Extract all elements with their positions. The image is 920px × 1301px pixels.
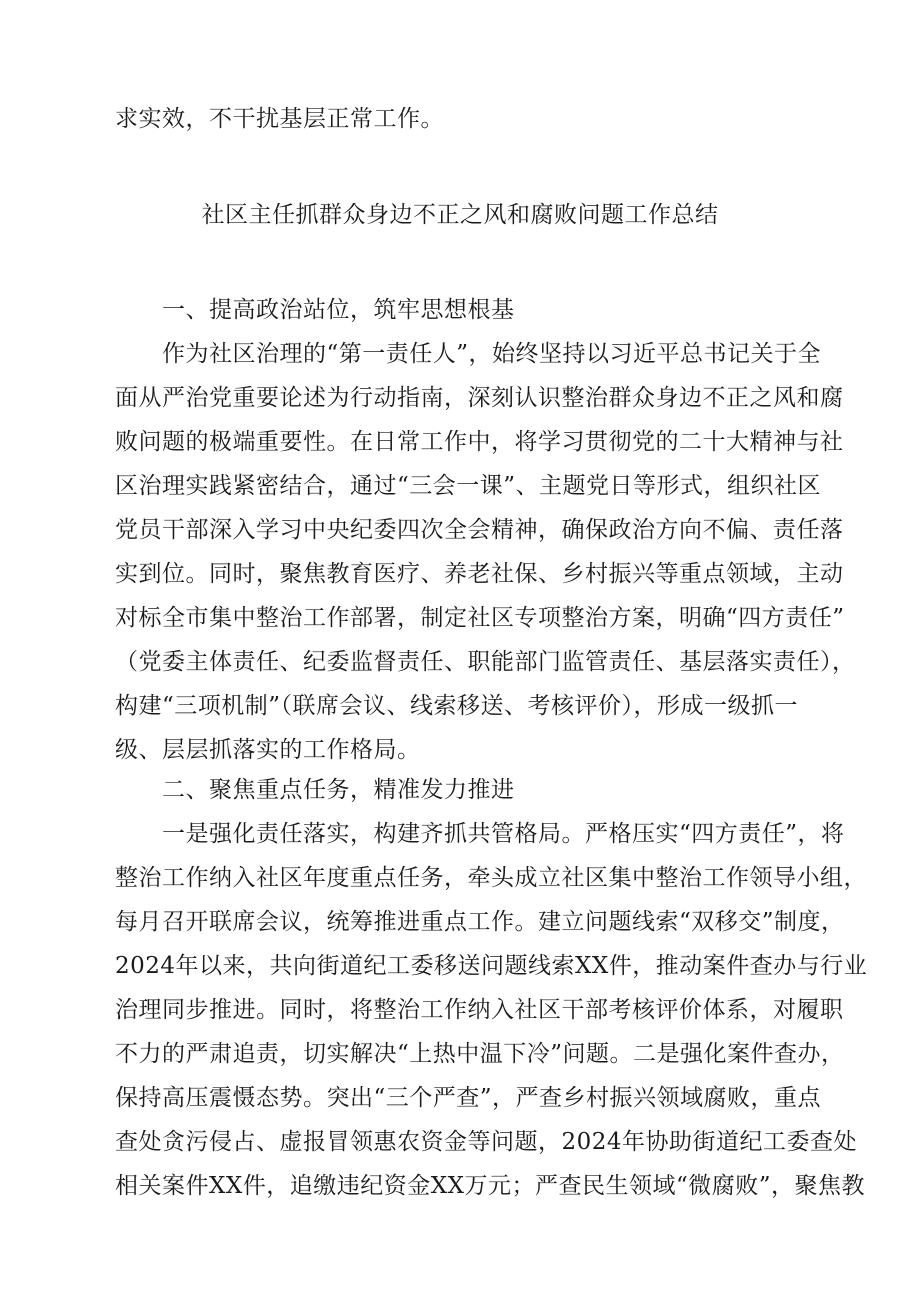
section-1-line: 党员干部深入学习中央纪委四次全会精神，确保政治方向不偏、责任落 <box>115 517 844 543</box>
continuation-text: 求实效，不干扰基层正常工作。 <box>115 106 444 132</box>
section-2-line: 保持高压震慑态势。突出“三个严查”，严查乡村振兴领域腐败，重点 <box>115 1085 822 1111</box>
section-2-line: 整治工作纳入社区年度重点任务，牵头成立社区集中整治工作领导小组， <box>115 865 867 891</box>
section-2-line: 每月召开联席会议，统筹推进重点工作。建立问题线索“双移交”制度， <box>115 909 845 935</box>
section-1-line: （党委主体责任、纪委监督责任、职能部门监管责任、基层落实责任）， <box>115 649 856 675</box>
section-2-line: 不力的严肃追责，切实解决“上热中温下冷”问题。二是强化案件查办， <box>115 1041 845 1067</box>
section-1-line: 败问题的极端重要性。在日常工作中，将学习贯彻党的二十大精神与社 <box>115 429 844 455</box>
document-title: 社区主任抓群众身边不正之风和腐败问题工作总结 <box>201 202 719 228</box>
section-1-line: 面从严治党重要论述为行动指南，深刻认识整治群众身边不正之风和腐 <box>115 385 844 411</box>
section-2-line: 2024年以来，共向街道纪工委移送问题线索XX件，推动案件查办与行业 <box>115 953 868 979</box>
section-1-line: 作为社区治理的“第一责任人”，始终坚持以习近平总书记关于全 <box>162 341 822 367</box>
section-2-line: 相关案件XX件，追缴违纪资金XX万元；严查民生领域“微腐败”，聚焦教 <box>115 1173 866 1199</box>
section-1-line: 级、层层抓落实的工作格局。 <box>115 737 421 763</box>
section-1-heading: 一、提高政治站位，筑牢思想根基 <box>162 297 515 323</box>
section-2-line: 查处贪污侵占、虚报冒领惠农资金等问题，2024年协助街道纪工委查处 <box>115 1129 858 1155</box>
section-1-line: 对标全市集中整治工作部署，制定社区专项整治方案，明确“四方责任” <box>115 605 845 631</box>
section-1-line: 区治理实践紧密结合，通过“三会一课”、主题党日等形式，组织社区 <box>115 473 822 499</box>
section-2-heading: 二、聚焦重点任务，精准发力推进 <box>162 777 515 803</box>
section-2-line: 一是强化责任落实，构建齐抓共管格局。严格压实“四方责任”，将 <box>162 821 845 847</box>
section-1-line: 构建“三项机制”（联席会议、线索移送、考核评价），形成一级抓一 <box>115 693 799 719</box>
section-2-line: 治理同步推进。同时，将整治工作纳入社区干部考核评价体系，对履职 <box>115 997 844 1023</box>
section-1-line: 实到位。同时，聚焦教育医疗、养老社保、乡村振兴等重点领域，主动 <box>115 561 844 587</box>
